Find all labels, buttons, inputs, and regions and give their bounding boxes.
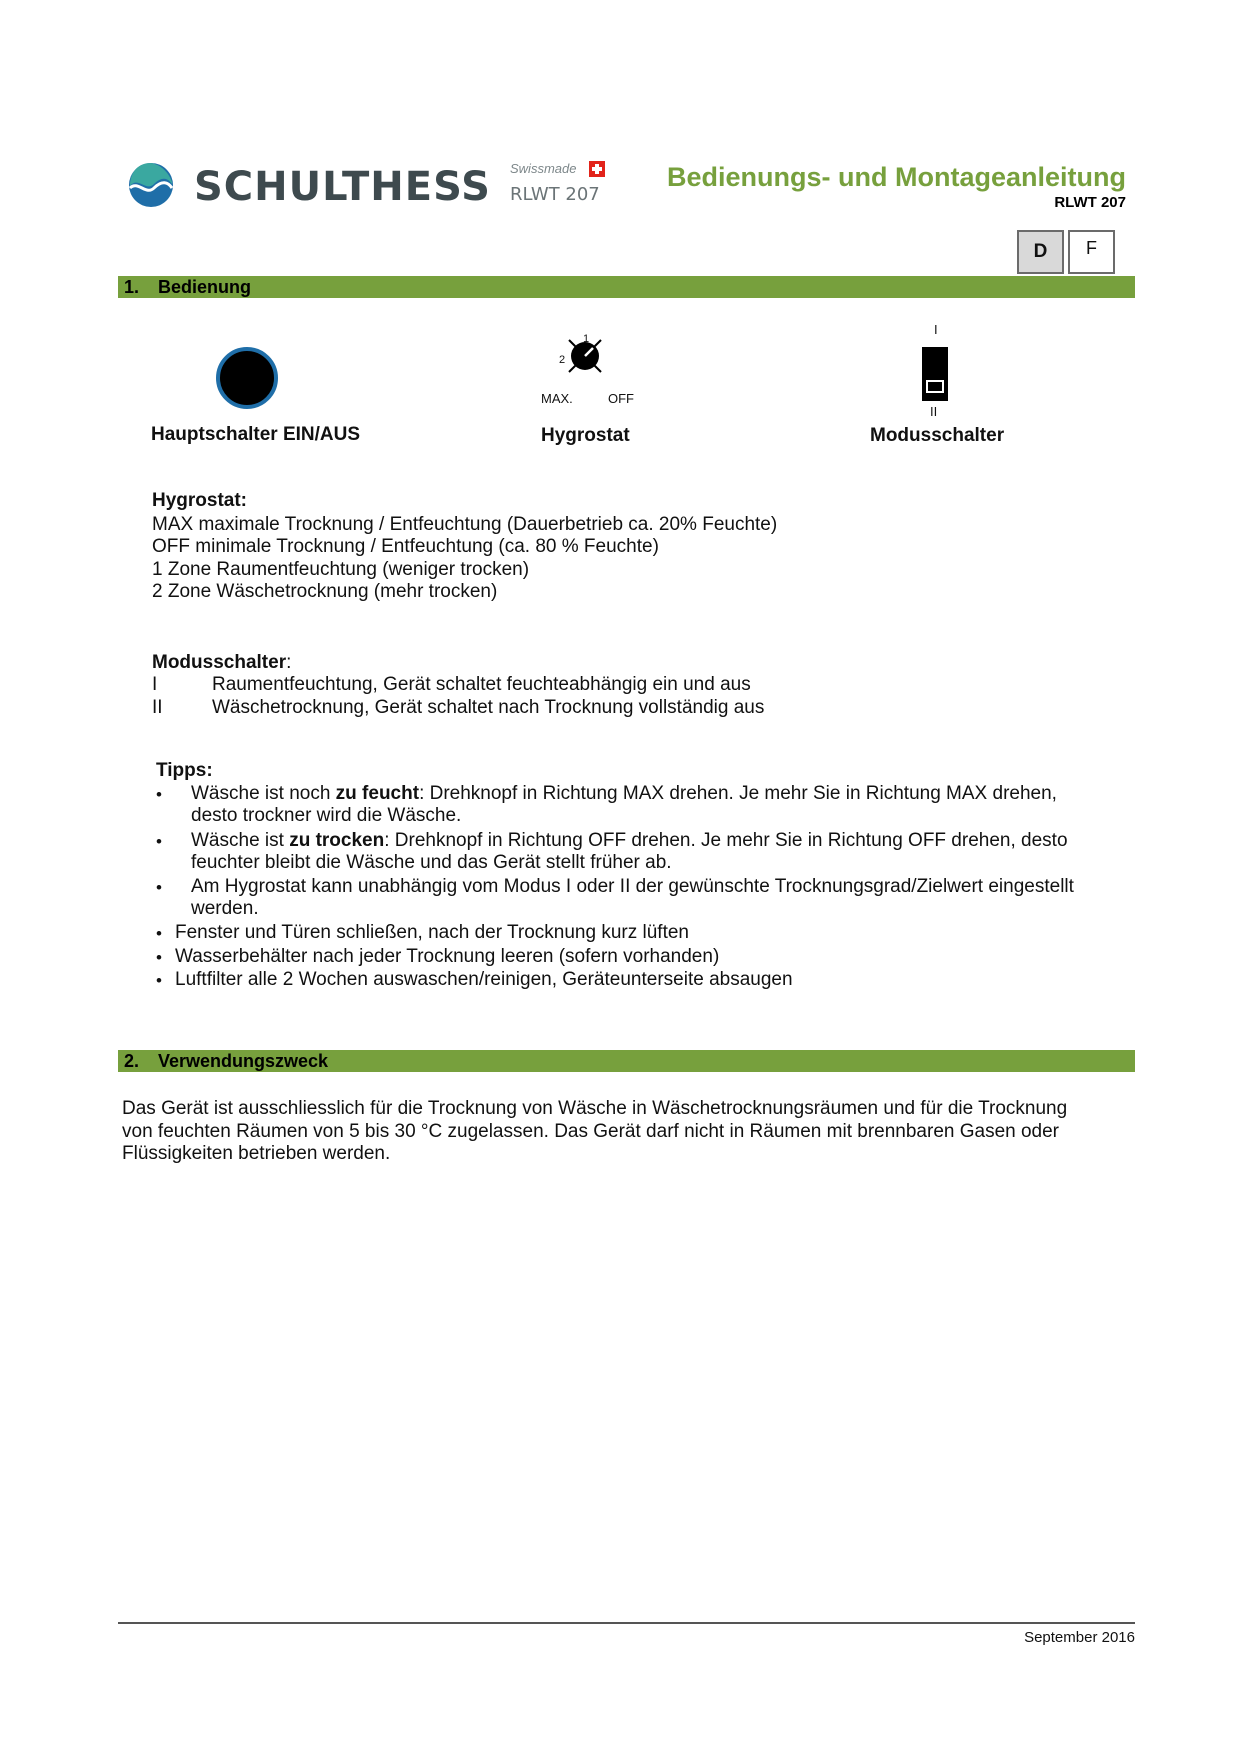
hygrostat-line: 2 Zone Wäschetrocknung (mehr trocken) xyxy=(152,581,498,602)
document-title: Bedienungs- und Montageanleitung xyxy=(667,162,1126,192)
modus-text: Raumentfeuchtung, Gerät schaltet feuchteabhängig ein und aus xyxy=(212,674,751,695)
hygrostat-max-label: MAX. xyxy=(541,391,573,406)
modus-heading-wrap xyxy=(152,651,291,674)
bullet-icon: • xyxy=(156,948,162,967)
bullet-icon: • xyxy=(156,924,162,943)
section-number: 1. xyxy=(124,277,140,297)
swissmade-label: Swissmade xyxy=(510,161,577,176)
main-switch-icon xyxy=(216,347,278,409)
modus-heading: Modusschalter xyxy=(152,652,287,673)
section-heading-verwendungszweck xyxy=(118,1050,1135,1072)
tip-text: Wäsche ist xyxy=(191,830,290,851)
modus-colon: : xyxy=(286,652,292,673)
brand-name: SCHULTHESS xyxy=(194,164,491,210)
hygrostat-line: 1 Zone Raumentfeuchtung (weniger trocken) xyxy=(152,559,530,580)
tip-6: Luftfilter alle 2 Wochen auswaschen/reinigen, Geräteunterseite absaugen xyxy=(175,969,793,990)
hygrostat-off-label: OFF xyxy=(608,391,634,406)
bullet-icon: • xyxy=(156,785,162,804)
section-title: Verwendungszweck xyxy=(158,1051,329,1071)
section-heading-bedienung xyxy=(118,276,1135,298)
tip-emphasis: zu feucht xyxy=(335,783,420,804)
purpose-line: Flüssigkeiten betrieben werden. xyxy=(122,1143,391,1164)
language-tab-f[interactable]: F xyxy=(1068,230,1115,274)
modus-text: Wäschetrocknung, Gerät schaltet nach Trocknung vollständig aus xyxy=(212,697,765,718)
tip-1-line-1 xyxy=(191,782,1057,805)
tip-2-line-1 xyxy=(191,829,1068,852)
main-switch-label: Hauptschalter EIN/AUS xyxy=(151,424,361,445)
bullet-icon: • xyxy=(156,971,162,990)
tip-3-line-2: werden. xyxy=(191,898,259,919)
section-title: Bedienung xyxy=(158,277,251,297)
footer-date: September 2016 xyxy=(1024,1629,1135,1646)
swiss-flag-icon xyxy=(589,161,605,177)
mode-mark-bottom: II xyxy=(930,404,938,419)
modus-key: II xyxy=(152,697,163,718)
tip-text: : Drehknopf in Richtung OFF drehen. Je mehr Sie in Richtung OFF drehen, desto xyxy=(384,830,1068,851)
hygrostat-mark-2: 2 xyxy=(559,354,566,366)
logo-model: RLWT 207 xyxy=(510,184,600,205)
mode-switch-label: Modusschalter xyxy=(870,425,1005,446)
tip-4: Fenster und Türen schließen, nach der Trocknung kurz lüften xyxy=(175,922,689,943)
document-model: RLWT 207 xyxy=(1054,194,1126,211)
company-logo xyxy=(128,158,608,230)
tip-text: Wäsche ist noch xyxy=(191,783,336,804)
hygrostat-mark-1: 1 xyxy=(583,333,590,345)
tip-3-line-1: Am Hygrostat kann unabhängig vom Modus I oder II der gewünschte Trocknungsgrad/Zielwert eingestellt xyxy=(191,876,1074,897)
hygrostat-label: Hygrostat xyxy=(541,425,630,446)
section-number: 2. xyxy=(124,1051,140,1071)
language-tab-d[interactable]: D xyxy=(1017,230,1064,274)
tip-2-line-2: feuchter bleibt die Wäsche und das Gerät stellt früher ab. xyxy=(191,852,672,873)
schulthess-logo-icon xyxy=(128,162,174,208)
mode-switch-rocker xyxy=(926,380,944,393)
tip-emphasis: zu trocken xyxy=(289,830,385,851)
bullet-icon: • xyxy=(156,878,162,897)
modus-key: I xyxy=(152,674,158,695)
mode-mark-top: I xyxy=(934,322,938,337)
purpose-line: Das Gerät ist ausschliesslich für die Trocknung von Wäsche in Wäschetrocknungsräumen und für die Trocknung xyxy=(122,1098,1068,1119)
hygrostat-line: OFF minimale Trocknung / Entfeuchtung (ca. 80 % Feuchte) xyxy=(152,536,659,557)
purpose-line: von feuchten Räumen von 5 bis 30 °C zugelassen. Das Gerät darf nicht in Räumen mit brennbaren Gasen oder xyxy=(122,1121,1060,1142)
hygrostat-line: MAX maximale Trocknung / Entfeuchtung (Dauerbetrieb ca. 20% Feuchte) xyxy=(152,514,778,535)
tip-5: Wasserbehälter nach jeder Trocknung leeren (sofern vorhanden) xyxy=(175,946,720,967)
footer-divider xyxy=(118,1622,1135,1624)
hygrostat-heading: Hygrostat: xyxy=(152,490,248,511)
bullet-icon: • xyxy=(156,832,162,851)
tip-text: : Drehknopf in Richtung MAX drehen. Je mehr Sie in Richtung MAX drehen, xyxy=(419,783,1057,804)
tips-heading: Tipps: xyxy=(156,760,213,781)
tip-1-line-2: desto trockner wird die Wäsche. xyxy=(191,805,462,826)
